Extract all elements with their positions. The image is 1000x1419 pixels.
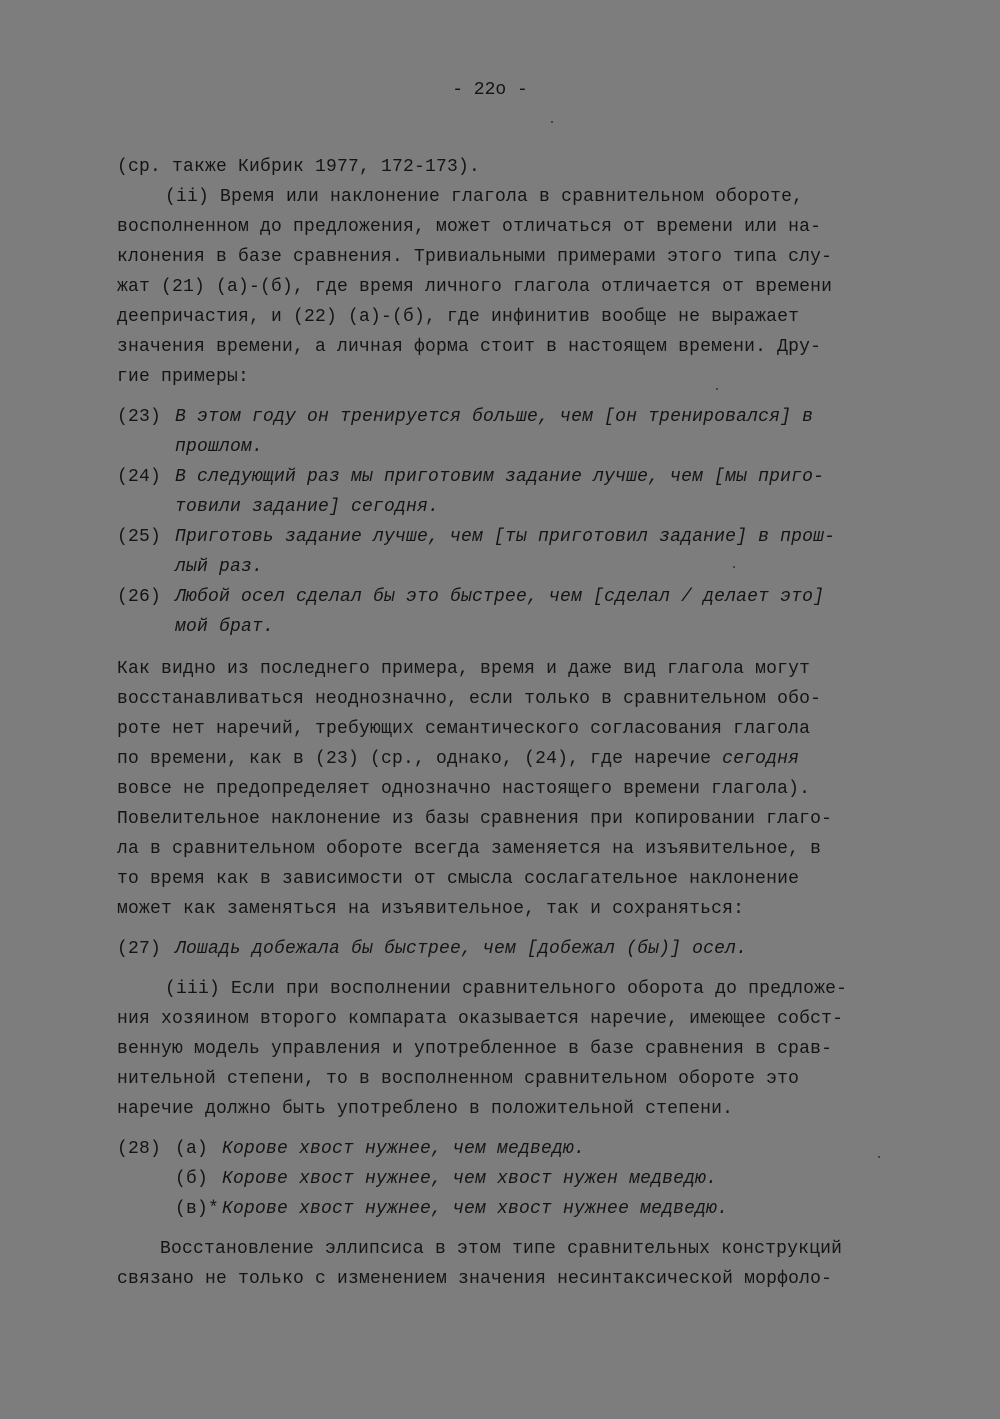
text-line: (iii) Если при восполнении сравнительного оборота до предложе- xyxy=(165,979,848,999)
text-line: может как заменяться на изъявительное, так и сохраняться: xyxy=(117,899,745,919)
scan-speck xyxy=(551,121,553,123)
example-sublabel: (в)* xyxy=(175,1199,220,1219)
text-line: Восстановление эллипсиса в этом типе сравнительных конструкций xyxy=(160,1239,843,1259)
scan-speck xyxy=(716,388,718,390)
text-span: по времени, как в (23) (ср., однако, (24), где наречие xyxy=(117,749,723,769)
text-line: клонения в базе сравнения. Тривиальными примерами этого типа слу- xyxy=(117,247,833,267)
example-sublabel: (б) xyxy=(175,1169,209,1189)
example-text: Любой осел сделал бы это быстрее, чем [сделал / делает это] xyxy=(175,587,825,607)
text-line: венную модель управления и употребленное в базе сравнения в срав- xyxy=(117,1039,833,1059)
text-line: ния хозяином второго компарата оказывается наречие, имеющее собст- xyxy=(117,1009,844,1029)
example-number: (24) xyxy=(117,467,162,487)
example-text: товили задание] сегодня. xyxy=(175,497,440,517)
example-number: (27) xyxy=(117,939,162,959)
italic-word: сегодня xyxy=(722,749,800,769)
text-line: роте нет наречий, требующих семантического согласования глагола xyxy=(117,719,811,739)
text-line: значения времени, а личная форма стоит в настоящем времени. Дру- xyxy=(117,337,822,357)
example-number: (26) xyxy=(117,587,162,607)
text-line: ла в сравнительном обороте всегда заменяется на изъявительное, в xyxy=(117,839,822,859)
text-line: Как видно из последнего примера, время и даже вид глагола могут xyxy=(117,659,811,679)
example-text: Приготовь задание лучше, чем [ты приготовил задание] в прош- xyxy=(175,527,836,547)
text-line: вовсе не предопределяет однозначно настоящего времени глагола). xyxy=(117,779,811,799)
text-line: деепричастия, и (22) (а)-(б), где инфинитив вообще не выражает xyxy=(117,307,800,327)
scan-speck xyxy=(733,566,735,568)
text-line: восполненном до предложения, может отличаться от времени или на- xyxy=(117,217,822,237)
text-line: жат (21) (а)-(б), где время личного глагола отличается от времени xyxy=(117,277,833,297)
text-line xyxy=(117,748,799,770)
text-line: (ii) Время или наклонение глагола в сравнительном обороте, xyxy=(165,187,804,207)
example-text: В этом году он тренируется больше, чем [он тренировался] в xyxy=(175,407,814,427)
example-text: мой брат. xyxy=(175,617,275,637)
example-text: Корове хвост нужнее, чем медведю. xyxy=(222,1139,586,1159)
example-text: Корове хвост нужнее, чем хвост нужен медведю. xyxy=(222,1169,718,1189)
text-line: нительной степени, то в восполненном сравнительном обороте это xyxy=(117,1069,800,1089)
text-line: восстанавливаться неоднозначно, если только в сравнительном обо- xyxy=(117,689,822,709)
example-text: Лошадь добежала бы быстрее, чем [добежал (бы)] осел. xyxy=(175,939,748,959)
text-line: связано не только с изменением значения несинтаксической морфоло- xyxy=(117,1269,833,1289)
page-number: - 22о - xyxy=(452,80,528,100)
example-number: (23) xyxy=(117,407,162,427)
text-line: гие примеры: xyxy=(117,367,250,387)
text-line: наречие должно быть употреблено в положительной степени. xyxy=(117,1099,734,1119)
example-text: В следующий раз мы приготовим задание лучше, чем [мы приго- xyxy=(175,467,825,487)
example-text: Корове хвост нужнее, чем хвост нужнее медведю. xyxy=(222,1199,729,1219)
text-line: Повелительное наклонение из базы сравнения при копировании глаго- xyxy=(117,809,833,829)
text-line: то время как в зависимости от смысла сослагательное наклонение xyxy=(117,869,800,889)
text-line: (ср. также Кибрик 1977, 172-173). xyxy=(117,157,481,177)
example-number: (28) xyxy=(117,1139,162,1159)
scan-speck xyxy=(878,1156,880,1158)
example-text: лый раз. xyxy=(175,557,264,577)
example-sublabel: (а) xyxy=(175,1139,209,1159)
example-text: прошлом. xyxy=(175,437,264,457)
example-number: (25) xyxy=(117,527,162,547)
